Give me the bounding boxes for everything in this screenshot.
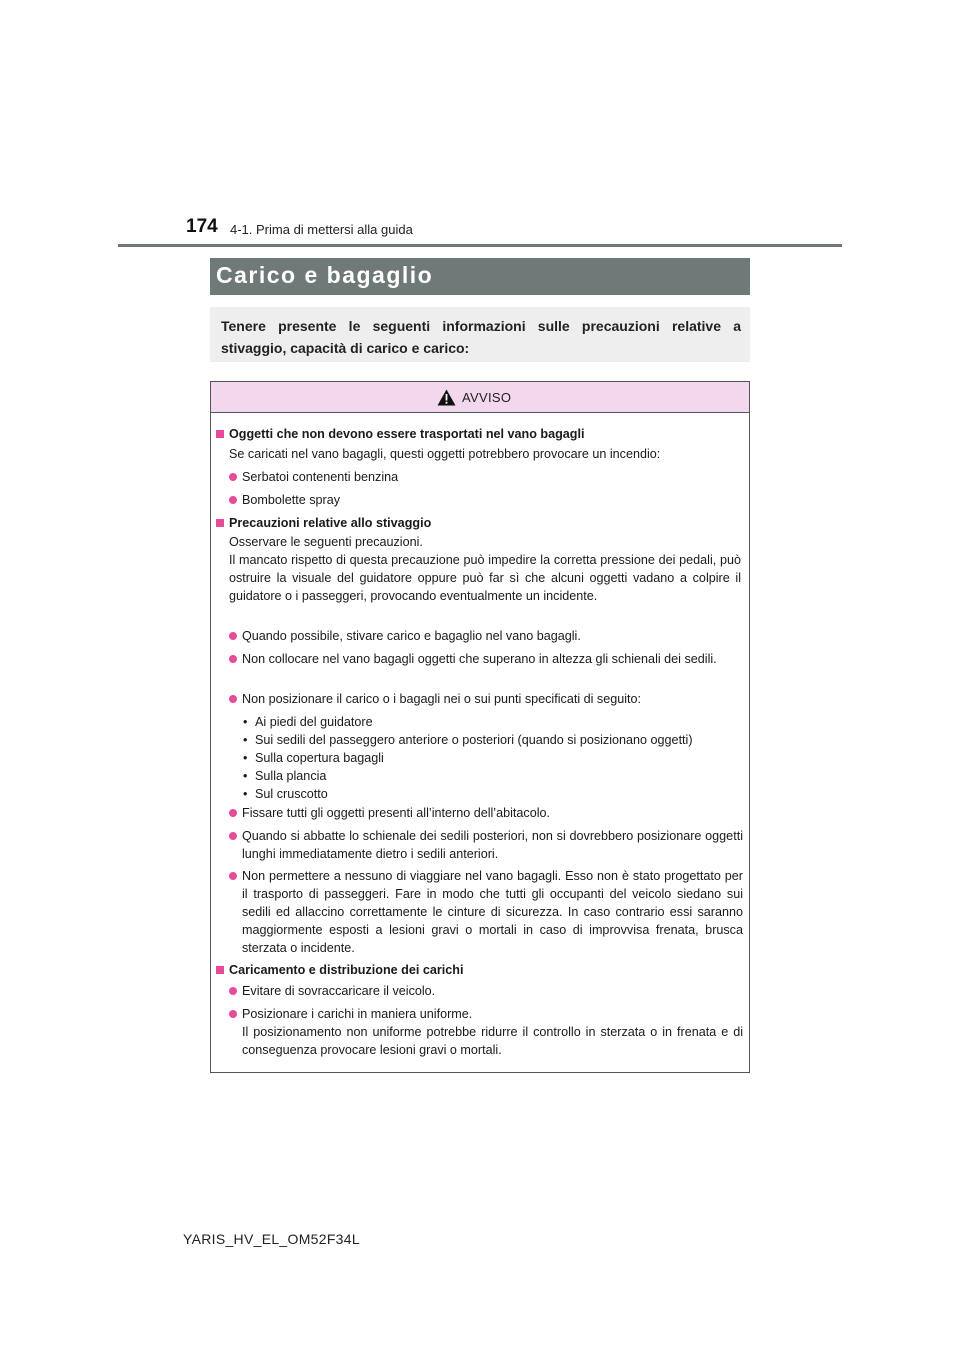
document-code: YARIS_HV_EL_OM52F34L <box>183 1231 360 1247</box>
list-item: Non posizionare il carico o i bagagli nei o sui punti specificati di seguito: <box>242 692 642 706</box>
list-item: Fissare tutti gli oggetti presenti all’interno dell’abitacolo. <box>242 806 551 820</box>
pink-dot-icon <box>229 987 237 995</box>
pink-dot-icon <box>229 655 237 663</box>
pink-square-icon <box>216 430 224 438</box>
pink-dot-icon <box>229 1010 237 1018</box>
section-heading: Precauzioni relative allo stivaggio <box>229 516 432 530</box>
list-item: Posizionare i carichi in maniera uniforme. <box>242 1007 473 1021</box>
pink-dot-icon <box>229 872 237 880</box>
header-divider <box>118 244 842 247</box>
sub-list-item: • Ai piedi del guidatore <box>243 715 373 729</box>
section-heading: Caricamento e distribuzione dei carichi <box>229 963 464 977</box>
list-item: Quando si abbatte lo schienale dei sedili posteriori, non si dovrebbero posizionare oggetti lunghi immediatamente dietro i sedili anteriori. <box>242 829 743 861</box>
pink-dot-icon <box>229 832 237 840</box>
sub-list-item: • Sui sedili del passeggero anteriore o posteriori (quando si posizionano oggetti) <box>243 733 693 747</box>
pink-dot-icon <box>229 695 237 703</box>
warning-label: AVVISO <box>462 390 512 405</box>
sub-list-item: • Sul cruscotto <box>243 787 328 801</box>
sub-list-item: • Sulla plancia <box>243 769 327 783</box>
pink-dot-icon <box>229 496 237 504</box>
pink-dot-icon <box>229 632 237 640</box>
pink-square-icon <box>216 519 224 527</box>
list-item: Quando possibile, stivare carico e bagaglio nel vano bagagli. <box>242 629 581 643</box>
section-paragraph: Il mancato rispetto di questa precauzione può impedire la corretta pressione dei pedali, può ostruire la visuale del guidatore oppure può far sì che alcuni oggetti vadano a colpire il guidatore o i passeggeri, provocando eventualmente un incidente. <box>229 553 741 603</box>
section-text: Se caricati nel vano bagagli, questi oggetti potrebbero provocare un incendio: <box>229 447 661 461</box>
pink-dot-icon <box>229 473 237 481</box>
pink-dot-icon <box>229 809 237 817</box>
list-item: Serbatoi contenenti benzina <box>242 470 399 484</box>
section-breadcrumb: 4-1. Prima di mettersi alla guida <box>230 222 413 237</box>
sub-list-item: • Sulla copertura bagagli <box>243 751 384 765</box>
page-title-bar <box>210 258 750 295</box>
list-item: Non permettere a nessuno di viaggiare nel vano bagagli. Esso non è stato progettato per il trasporto di passeggeri. Fare in modo che tutti gli occupanti del veicolo siedano sui sedili ed allaccino correttamente le cinture di sicurezza. In caso contrario essi saranno maggiormente esposti a lesioni gravi o mortali in caso di improvvisa frenata, brusca sterzata o incidente. <box>242 869 743 955</box>
list-item-paragraph: Il posizionamento non uniforme potrebbe ridurre il controllo in sterzata o in frenata e di conseguenza provocare lesioni gravi o mortali. <box>242 1025 743 1057</box>
pink-square-icon <box>216 966 224 974</box>
intro-box <box>210 307 750 362</box>
list-item: Bombolette spray <box>242 493 341 507</box>
warning-box <box>210 381 750 1073</box>
page-number: 174 <box>186 216 218 237</box>
warning-content <box>211 382 749 1072</box>
page-title: Carico e bagaglio <box>216 262 434 288</box>
list-item: Non collocare nel vano bagagli oggetti che superano in altezza gli schienali dei sedili. <box>242 652 717 666</box>
intro-text: Tenere presente le seguenti informazioni sulle precauzioni relative a stivaggio, capacità di carico e carico: <box>221 318 741 356</box>
list-item: Evitare di sovraccaricare il veicolo. <box>242 984 436 998</box>
section-heading: Oggetti che non devono essere trasportati nel vano bagagli <box>229 427 585 441</box>
section-text: Osservare le seguenti precauzioni. <box>229 535 423 549</box>
